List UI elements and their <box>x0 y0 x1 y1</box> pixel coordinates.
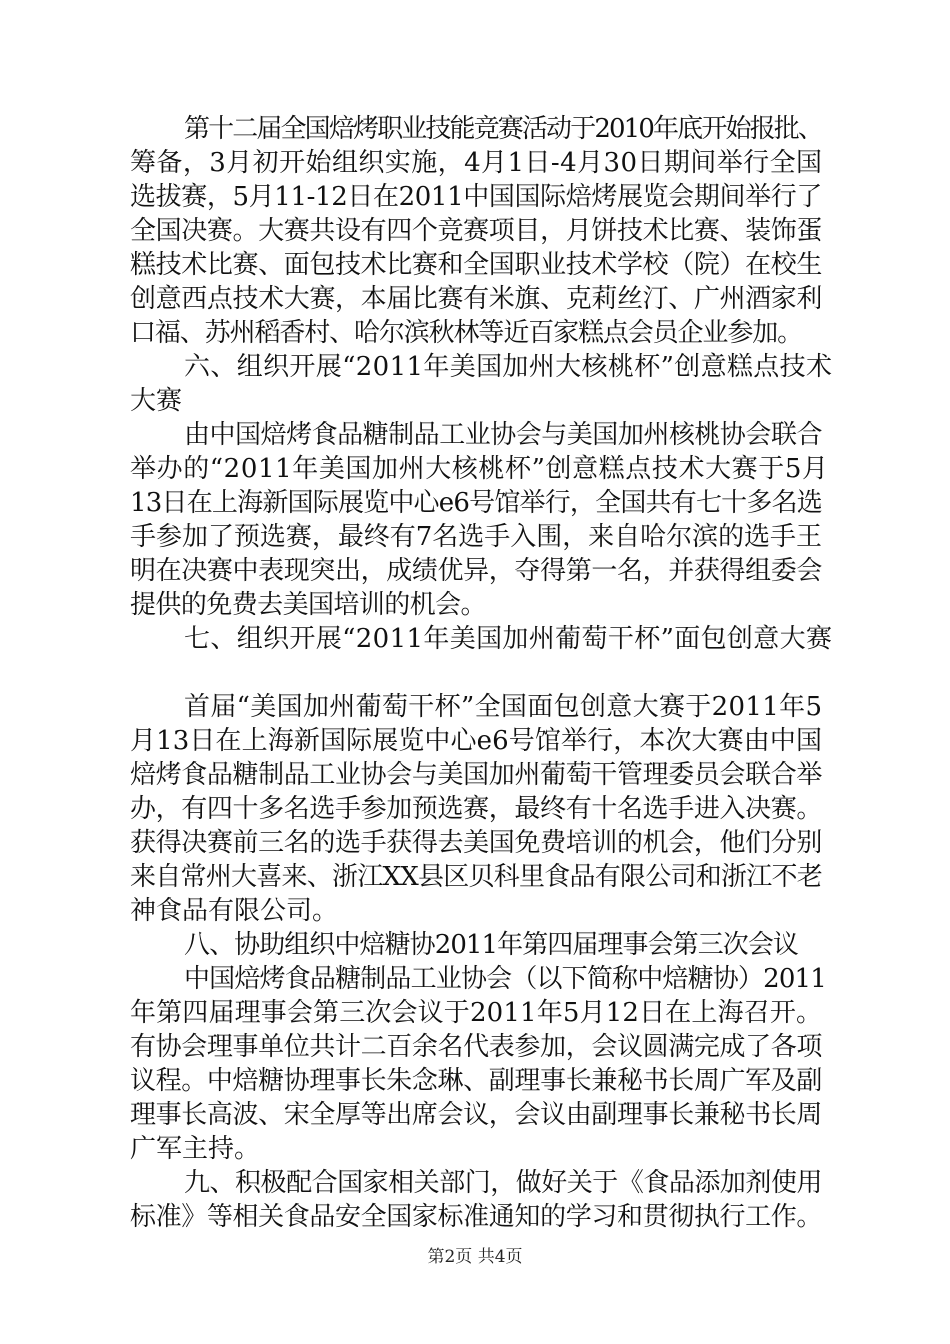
text-line <box>0 248 950 282</box>
text-line <box>0 418 950 452</box>
heading-text: 七、组织开展“2011年美国加州葡萄干杯”面包创意大赛 <box>184 624 833 654</box>
heading-text: 八、协助组织中焙糖协2011年第四届理事会第三次会议 <box>184 930 798 960</box>
section-heading <box>0 928 950 962</box>
text-line <box>0 282 950 316</box>
line-text: 糕技术比赛、面包技术比赛和全国职业技术学校（院）在校生 <box>130 250 822 280</box>
text-line <box>0 826 950 860</box>
line-text: 标准》等相关食品安全国家标准通知的学习和贯彻执行工作。 <box>130 1202 822 1232</box>
text-line <box>0 1132 950 1166</box>
line-text: 获得决赛前三名的选手获得去美国免费培训的机会，他们分别 <box>130 828 822 858</box>
text-line <box>0 588 950 622</box>
text-line <box>0 486 950 520</box>
section-heading <box>0 350 950 384</box>
line-text: 由中国焙烤食品糖制品工业协会与美国加州核桃协会联合 <box>184 420 822 450</box>
text-line <box>0 146 950 180</box>
text-line <box>0 690 950 724</box>
line-text: 来自常州大喜来、浙江XX县区贝科里食品有限公司和浙江不老 <box>130 862 822 892</box>
line-text: 办，有四十多名选手参加预选赛，最终有十名选手进入决赛。 <box>130 794 822 824</box>
line-text: 焙烤食品糖制品工业协会与美国加州葡萄干管理委员会联合举 <box>130 760 822 790</box>
page-number-footer: 第2页 共4页 <box>427 1247 523 1267</box>
text-line <box>0 1030 950 1064</box>
text-line <box>0 1200 950 1234</box>
line-text: 广军主持。 <box>130 1134 260 1164</box>
text-line <box>0 962 950 996</box>
text-line <box>0 792 950 826</box>
line-text: 神食品有限公司。 <box>130 896 338 926</box>
line-text: 13日在上海新国际展览中心e6号馆举行，全国共有七十多名选 <box>130 488 822 518</box>
line-text: 选拔赛，5月11-12日在2011中国国际焙烤展览会期间举行了 <box>130 182 822 212</box>
line-text: 筹备，3月初开始组织实施，4月1日-4月30日期间举行全国 <box>130 148 823 178</box>
text-line <box>0 214 950 248</box>
line-text: 提供的免费去美国培训的机会。 <box>130 590 486 620</box>
line-text: 有协会理事单位共计二百余名代表参加，会议圆满完成了各项 <box>130 1032 822 1062</box>
text-line <box>0 758 950 792</box>
line-text: 月13日在上海新国际展览中心e6号馆举行，本次大赛由中国 <box>130 726 823 756</box>
line-text: 年第四届理事会第三次会议于2011年5月12日在上海召开。 <box>130 998 823 1028</box>
text-line <box>0 860 950 894</box>
line-text: 第十二届全国焙烤职业技能竞赛活动于2010年底开始报批、 <box>184 114 822 144</box>
text-line <box>0 180 950 214</box>
text-line <box>0 724 950 758</box>
line-text: 口福、苏州稻香村、哈尔滨秋林等近百家糕点会员企业参加。 <box>130 318 802 348</box>
line-text: 举办的“2011年美国加州大核桃杯”创意糕点技术大赛于5月 <box>130 454 829 484</box>
text-line <box>0 996 950 1030</box>
text-line <box>0 452 950 486</box>
text-line <box>0 316 950 350</box>
line-text: 明在决赛中表现突出，成绩优异，夺得第一名，并获得组委会 <box>130 556 822 586</box>
line-text: 议程。中焙糖协理事长朱念琳、副理事长兼秘书长周广军及副 <box>130 1066 822 1096</box>
text-line <box>0 112 950 146</box>
line-text: 创意西点技术大赛，本届比赛有米旗、克莉丝汀、广州酒家利 <box>130 284 822 314</box>
line-text: 首届“美国加州葡萄干杯”全国面包创意大赛于2011年5 <box>184 692 823 722</box>
line-text: 全国决赛。大赛共设有四个竞赛项目，月饼技术比赛、装饰蛋 <box>130 216 822 246</box>
text-line <box>0 520 950 554</box>
heading-text: 九、积极配合国家相关部门，做好关于《食品添加剂使用 <box>184 1168 822 1198</box>
line-text: 手参加了预选赛，最终有7名选手入围，来自哈尔滨的选手王 <box>130 522 822 552</box>
line-text: 中国焙烤食品糖制品工业协会（以下简称中焙糖协）2011 <box>184 964 826 994</box>
text-line <box>0 1098 950 1132</box>
text-line <box>0 554 950 588</box>
section-heading <box>0 622 950 656</box>
heading-text: 大赛 <box>130 386 182 416</box>
text-line <box>0 894 950 928</box>
section-heading <box>0 1166 950 1200</box>
text-line <box>0 1064 950 1098</box>
section-heading <box>0 384 950 418</box>
line-text: 理事长高波、宋全厚等出席会议，会议由副理事长兼秘书长周 <box>130 1100 822 1130</box>
heading-text: 六、组织开展“2011年美国加州大核桃杯”创意糕点技术 <box>184 352 833 382</box>
